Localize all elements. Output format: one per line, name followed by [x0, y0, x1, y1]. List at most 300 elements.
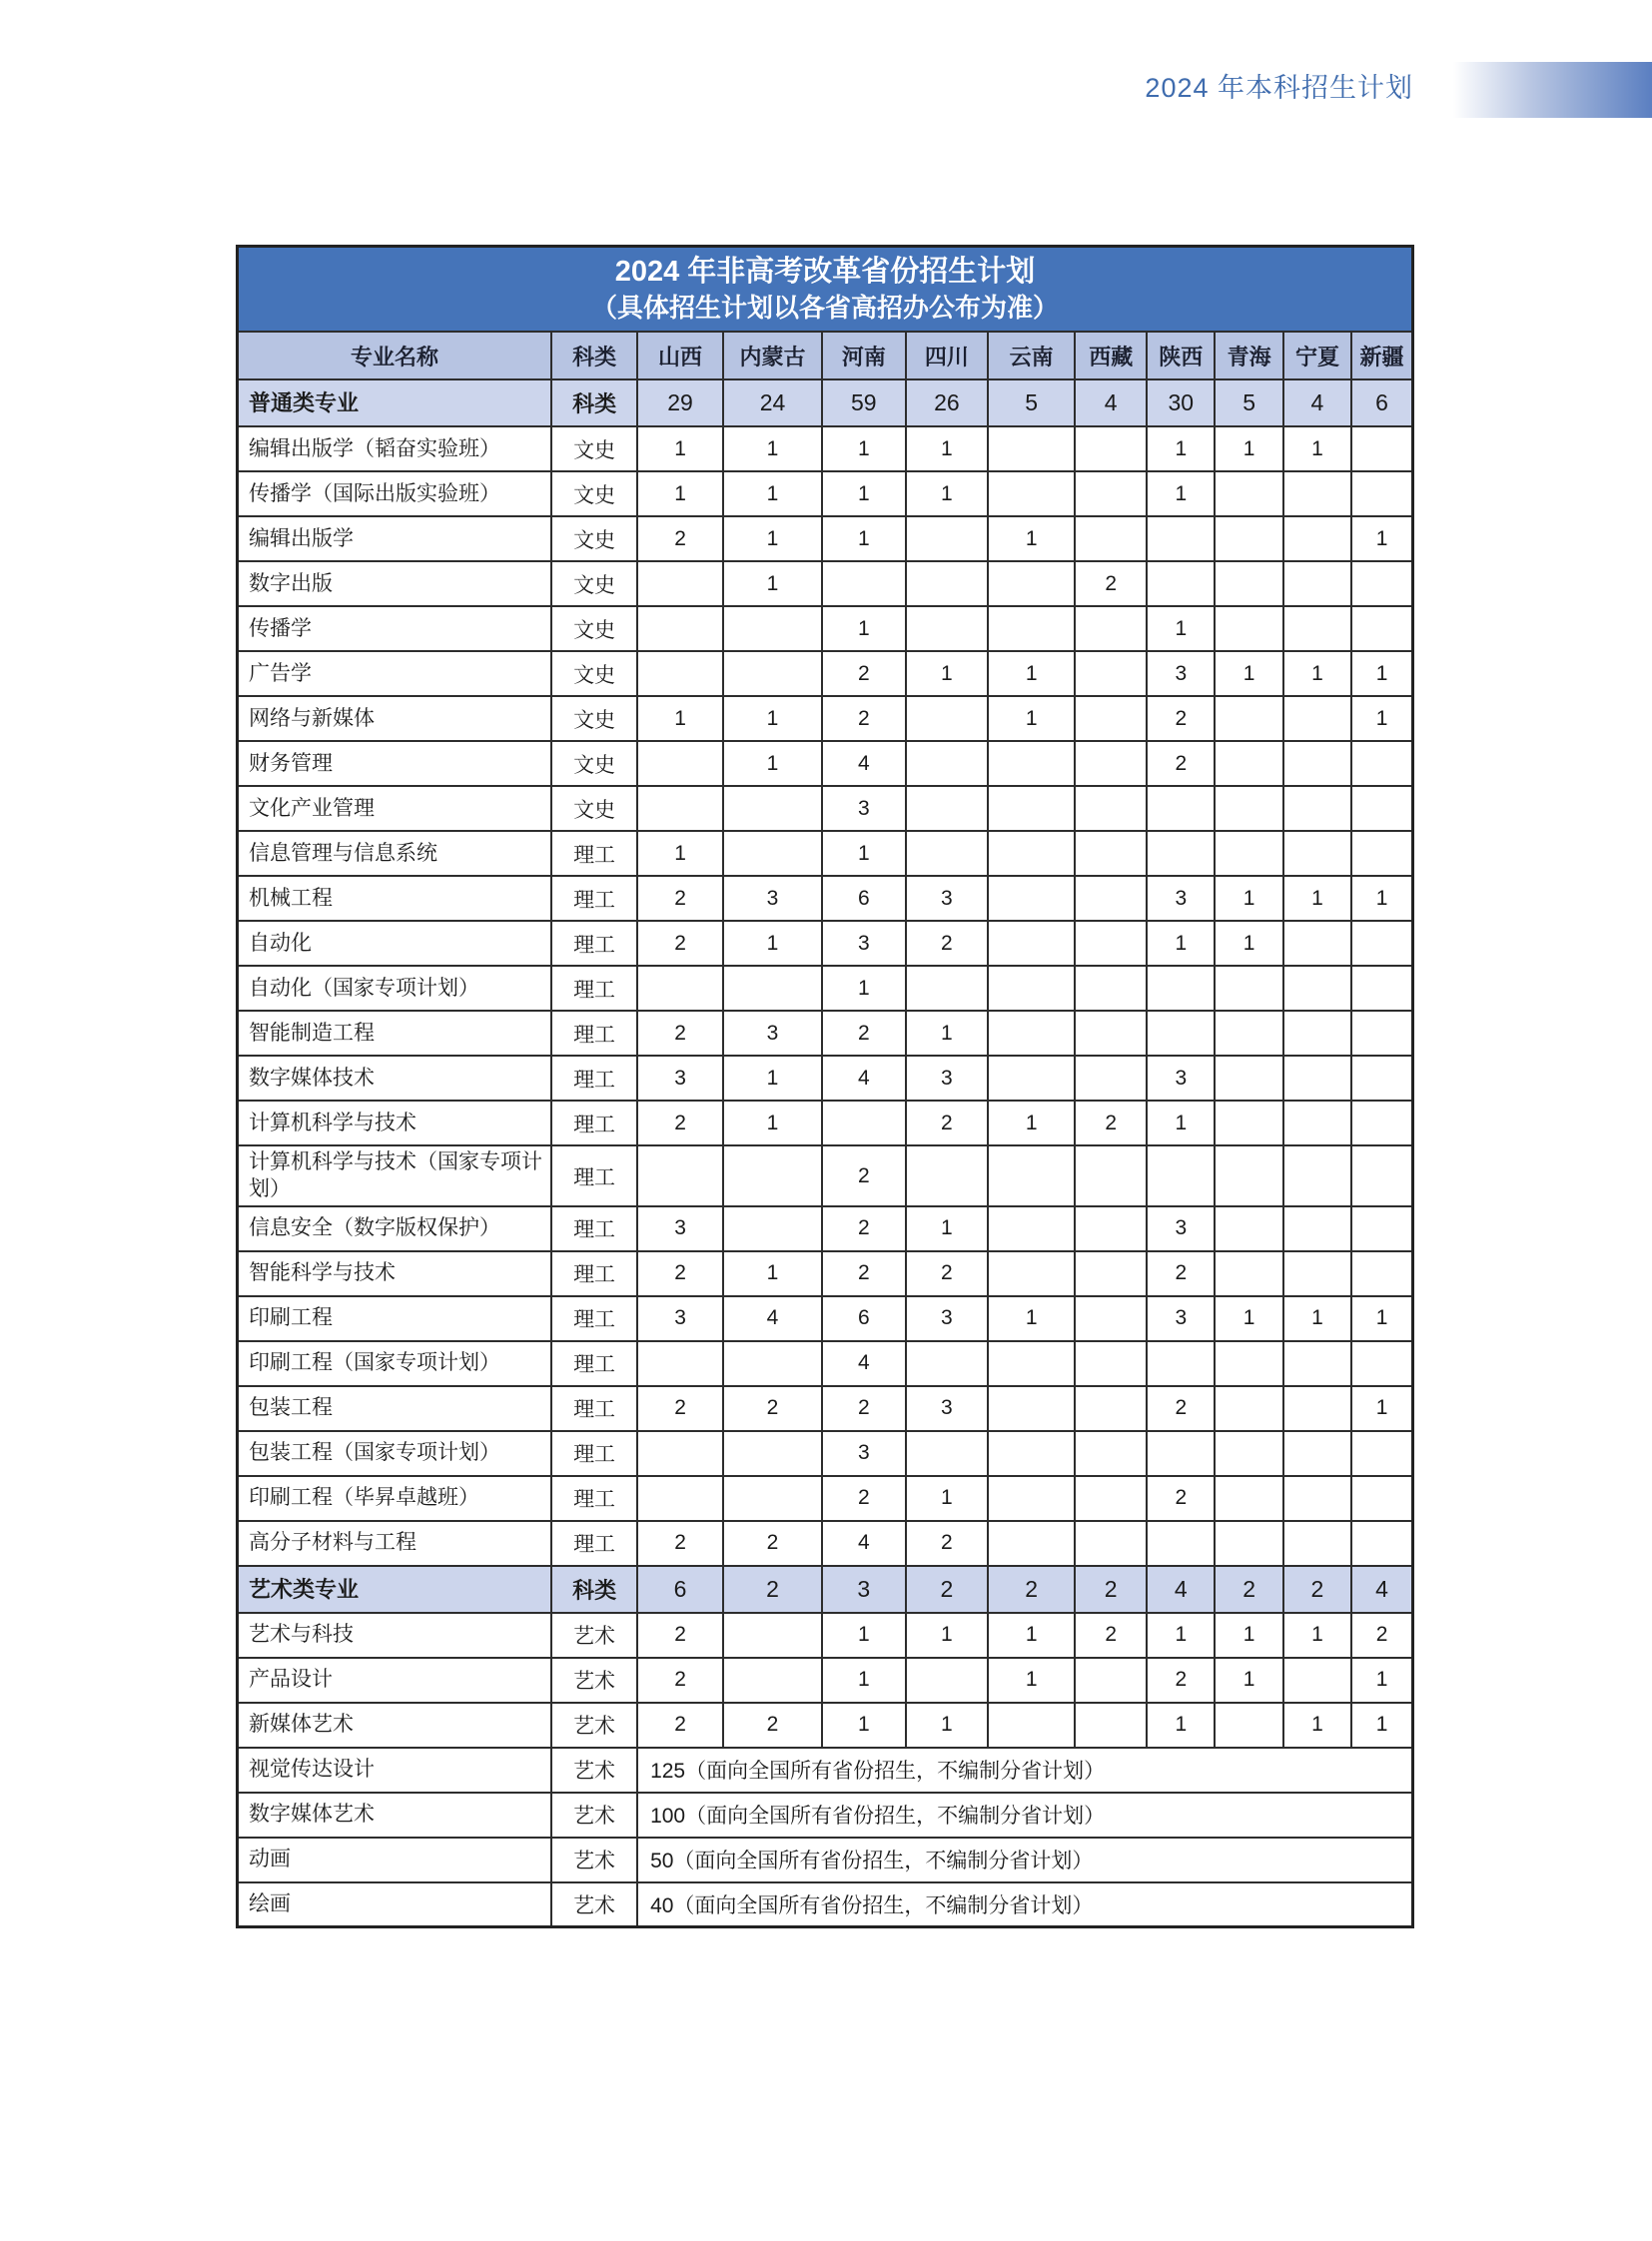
plan-value-cell — [988, 1145, 1075, 1206]
category-cell: 理工 — [551, 1056, 637, 1101]
category-cell: 艺术 — [551, 1658, 637, 1703]
plan-value-cell: 2 — [723, 1703, 822, 1748]
plan-value-cell — [1075, 1296, 1147, 1341]
plan-value-cell: 3 — [723, 1011, 822, 1056]
plan-value-cell: 2 — [822, 651, 906, 696]
plan-value-cell: 6 — [822, 876, 906, 921]
plan-value-cell — [1075, 516, 1147, 561]
plan-value-cell — [1147, 1521, 1215, 1566]
category-cell: 理工 — [551, 1145, 637, 1206]
column-header: 青海 — [1215, 332, 1282, 379]
plan-value-cell: 2 — [822, 1476, 906, 1521]
column-header: 专业名称 — [238, 332, 552, 379]
section-total-cell: 5 — [988, 379, 1075, 426]
category-cell: 理工 — [551, 1251, 637, 1296]
plan-value-cell: 1 — [906, 651, 988, 696]
plan-value-cell — [906, 1341, 988, 1386]
plan-value-cell — [1283, 1658, 1351, 1703]
plan-value-cell: 1 — [988, 516, 1075, 561]
section-total-cell: 24 — [723, 379, 822, 426]
plan-value-cell: 2 — [637, 1011, 723, 1056]
plan-value-cell — [906, 786, 988, 831]
plan-value-cell — [637, 786, 723, 831]
plan-value-cell: 1 — [1351, 1658, 1412, 1703]
category-cell: 文史 — [551, 561, 637, 606]
plan-value-cell — [723, 786, 822, 831]
plan-value-cell — [822, 561, 906, 606]
plan-value-cell — [1075, 696, 1147, 741]
category-cell: 文史 — [551, 426, 637, 471]
table-row — [238, 1521, 1413, 1566]
category-cell: 理工 — [551, 1296, 637, 1341]
section-total-cell: 4 — [1283, 379, 1351, 426]
table-row — [238, 876, 1413, 921]
merged-plan-cell: 50（面向全国所有省份招生，不编制分省计划） — [637, 1838, 1412, 1882]
plan-value-cell — [1283, 966, 1351, 1011]
plan-value-cell — [1215, 471, 1282, 516]
plan-value-cell — [637, 561, 723, 606]
plan-value-cell: 2 — [637, 1251, 723, 1296]
category-cell: 理工 — [551, 1386, 637, 1431]
plan-value-cell: 1 — [1351, 651, 1412, 696]
plan-value-cell — [1075, 1011, 1147, 1056]
plan-value-cell: 1 — [822, 831, 906, 876]
table-row — [238, 966, 1413, 1011]
plan-value-cell: 3 — [723, 876, 822, 921]
plan-value-cell: 1 — [822, 1658, 906, 1703]
section-row — [238, 379, 1413, 426]
plan-value-cell — [723, 1341, 822, 1386]
plan-value-cell — [988, 606, 1075, 651]
column-header: 山西 — [637, 332, 723, 379]
plan-value-cell — [988, 831, 1075, 876]
plan-value-cell: 1 — [1351, 876, 1412, 921]
plan-value-cell: 1 — [637, 831, 723, 876]
plan-value-cell — [988, 1476, 1075, 1521]
table-row — [238, 1251, 1413, 1296]
plan-value-cell: 2 — [723, 1521, 822, 1566]
major-name-cell: 自动化 — [238, 921, 552, 966]
plan-value-cell — [988, 741, 1075, 786]
major-name-cell: 包装工程 — [238, 1386, 552, 1431]
major-name-cell: 数字媒体技术 — [238, 1056, 552, 1101]
plan-value-cell: 1 — [723, 516, 822, 561]
plan-value-cell — [988, 1521, 1075, 1566]
plan-value-cell: 2 — [906, 1101, 988, 1145]
plan-value-cell — [1215, 1101, 1282, 1145]
category-cell: 文史 — [551, 741, 637, 786]
plan-value-cell — [1351, 1011, 1412, 1056]
major-name-cell: 计算机科学与技术 — [238, 1101, 552, 1145]
plan-value-cell: 3 — [906, 1056, 988, 1101]
plan-value-cell: 3 — [1147, 1296, 1215, 1341]
plan-value-cell — [1215, 1521, 1282, 1566]
plan-value-cell — [1351, 1251, 1412, 1296]
major-name-cell: 信息管理与信息系统 — [238, 831, 552, 876]
category-cell: 文史 — [551, 516, 637, 561]
plan-value-cell: 2 — [1147, 741, 1215, 786]
section-total-cell: 3 — [822, 1566, 906, 1613]
plan-value-cell — [1351, 1206, 1412, 1251]
plan-value-cell — [1147, 1341, 1215, 1386]
section-total-cell: 2 — [1075, 1566, 1147, 1613]
plan-value-cell — [1351, 1431, 1412, 1476]
plan-value-cell: 1 — [822, 1703, 906, 1748]
plan-value-cell — [1283, 1206, 1351, 1251]
plan-value-cell: 2 — [1351, 1613, 1412, 1658]
plan-value-cell — [1351, 471, 1412, 516]
plan-value-cell: 1 — [723, 1251, 822, 1296]
category-cell: 艺术 — [551, 1793, 637, 1838]
table-row — [238, 471, 1413, 516]
plan-value-cell — [988, 561, 1075, 606]
plan-value-cell: 2 — [637, 876, 723, 921]
plan-value-cell: 3 — [1147, 1056, 1215, 1101]
major-name-cell: 信息安全（数字版权保护） — [238, 1206, 552, 1251]
table-row — [238, 1882, 1413, 1927]
plan-value-cell — [723, 831, 822, 876]
plan-value-cell — [1075, 1056, 1147, 1101]
plan-value-cell — [1351, 1476, 1412, 1521]
header-accent-bar — [1453, 62, 1652, 118]
plan-value-cell — [637, 1341, 723, 1386]
plan-value-cell — [1215, 1476, 1282, 1521]
table-row — [238, 606, 1413, 651]
category-cell: 理工 — [551, 1341, 637, 1386]
plan-value-cell — [1283, 606, 1351, 651]
plan-value-cell — [906, 696, 988, 741]
major-name-cell: 网络与新媒体 — [238, 696, 552, 741]
table-row — [238, 1206, 1413, 1251]
plan-value-cell: 2 — [637, 1658, 723, 1703]
plan-value-cell — [723, 1206, 822, 1251]
merged-plan-cell: 40（面向全国所有省份招生，不编制分省计划） — [637, 1882, 1412, 1927]
plan-value-cell — [1075, 1386, 1147, 1431]
plan-value-cell: 1 — [988, 1101, 1075, 1145]
plan-value-cell — [1351, 561, 1412, 606]
table-row — [238, 921, 1413, 966]
category-cell: 理工 — [551, 831, 637, 876]
plan-value-cell: 3 — [637, 1206, 723, 1251]
plan-value-cell: 1 — [723, 426, 822, 471]
plan-value-cell — [1075, 921, 1147, 966]
plan-value-cell: 2 — [637, 516, 723, 561]
column-header: 内蒙古 — [723, 332, 822, 379]
category-cell: 艺术 — [551, 1748, 637, 1793]
column-header: 陕西 — [1147, 332, 1215, 379]
major-name-cell: 编辑出版学（韬奋实验班） — [238, 426, 552, 471]
plan-value-cell — [1075, 966, 1147, 1011]
plan-value-cell — [1351, 921, 1412, 966]
plan-value-cell — [1283, 1386, 1351, 1431]
column-header: 科类 — [551, 332, 637, 379]
major-name-cell: 视觉传达设计 — [238, 1748, 552, 1793]
plan-value-cell: 2 — [1075, 1101, 1147, 1145]
table-title-line2: （具体招生计划以各省高招办公布为准） — [590, 292, 1059, 323]
plan-value-cell — [1075, 831, 1147, 876]
table-row — [238, 651, 1413, 696]
plan-value-cell: 2 — [637, 1521, 723, 1566]
plan-value-cell — [723, 606, 822, 651]
plan-value-cell — [1351, 1056, 1412, 1101]
table-row — [238, 741, 1413, 786]
plan-value-cell — [1075, 606, 1147, 651]
major-name-cell: 自动化（国家专项计划） — [238, 966, 552, 1011]
plan-value-cell — [1351, 1101, 1412, 1145]
plan-value-cell: 2 — [1147, 1251, 1215, 1296]
plan-value-cell — [1215, 786, 1282, 831]
plan-value-cell: 2 — [637, 1386, 723, 1431]
plan-value-cell — [988, 966, 1075, 1011]
plan-value-cell — [1283, 1056, 1351, 1101]
plan-value-cell: 2 — [637, 921, 723, 966]
category-cell: 理工 — [551, 1011, 637, 1056]
table-title-line1: 2024 年非高考改革省份招生计划 — [614, 256, 1036, 288]
plan-value-cell: 1 — [1351, 1296, 1412, 1341]
table-row — [238, 696, 1413, 741]
column-header: 新疆 — [1351, 332, 1412, 379]
plan-value-cell: 1 — [723, 471, 822, 516]
plan-value-cell — [988, 1431, 1075, 1476]
plan-value-cell — [723, 1658, 822, 1703]
plan-value-cell: 1 — [906, 426, 988, 471]
plan-value-cell — [1075, 1521, 1147, 1566]
section-row — [238, 1566, 1413, 1613]
plan-value-cell: 2 — [822, 696, 906, 741]
plan-value-cell — [1351, 1341, 1412, 1386]
plan-value-cell: 2 — [822, 1386, 906, 1431]
plan-value-cell: 1 — [723, 921, 822, 966]
category-cell: 理工 — [551, 876, 637, 921]
plan-value-cell — [1283, 1341, 1351, 1386]
plan-value-cell: 1 — [1147, 471, 1215, 516]
major-name-cell: 包装工程（国家专项计划） — [238, 1431, 552, 1476]
plan-value-cell — [1283, 1431, 1351, 1476]
plan-value-cell: 3 — [1147, 1206, 1215, 1251]
major-name-cell: 计算机科学与技术（国家专项计划） — [238, 1145, 552, 1206]
plan-value-cell — [1283, 471, 1351, 516]
section-category-cell: 科类 — [551, 1566, 637, 1613]
plan-value-cell — [988, 1056, 1075, 1101]
plan-value-cell: 4 — [822, 1341, 906, 1386]
plan-value-cell — [1215, 966, 1282, 1011]
plan-value-cell: 1 — [906, 1011, 988, 1056]
category-cell: 文史 — [551, 471, 637, 516]
plan-value-cell: 1 — [1215, 876, 1282, 921]
plan-value-cell — [1075, 1476, 1147, 1521]
plan-value-cell — [988, 471, 1075, 516]
plan-value-cell: 3 — [637, 1056, 723, 1101]
plan-value-cell — [1283, 1476, 1351, 1521]
plan-value-cell: 1 — [822, 426, 906, 471]
plan-value-cell: 1 — [1351, 1703, 1412, 1748]
plan-value-cell — [988, 1703, 1075, 1748]
major-name-cell: 编辑出版学 — [238, 516, 552, 561]
plan-value-cell: 1 — [906, 1703, 988, 1748]
plan-value-cell: 2 — [1075, 1613, 1147, 1658]
plan-value-cell — [637, 741, 723, 786]
section-total-cell: 26 — [906, 379, 988, 426]
plan-value-cell — [637, 651, 723, 696]
table-row — [238, 1431, 1413, 1476]
plan-value-cell: 1 — [1351, 696, 1412, 741]
plan-value-cell — [1283, 516, 1351, 561]
plan-value-cell — [906, 606, 988, 651]
plan-value-cell: 3 — [822, 786, 906, 831]
plan-value-cell: 4 — [822, 741, 906, 786]
plan-value-cell: 1 — [1351, 1386, 1412, 1431]
plan-value-cell: 1 — [1283, 1703, 1351, 1748]
table-row — [238, 1703, 1413, 1748]
plan-value-cell: 2 — [1147, 1386, 1215, 1431]
category-cell: 理工 — [551, 966, 637, 1011]
section-total-cell: 59 — [822, 379, 906, 426]
category-cell: 文史 — [551, 651, 637, 696]
category-cell: 理工 — [551, 1101, 637, 1145]
plan-value-cell — [1215, 1056, 1282, 1101]
major-name-cell: 动画 — [238, 1838, 552, 1882]
plan-value-cell — [1283, 696, 1351, 741]
major-name-cell: 印刷工程 — [238, 1296, 552, 1341]
plan-value-cell — [1075, 426, 1147, 471]
plan-value-cell: 2 — [906, 1521, 988, 1566]
plan-value-cell — [1351, 966, 1412, 1011]
plan-value-cell — [1283, 1521, 1351, 1566]
plan-value-cell: 1 — [906, 471, 988, 516]
plan-value-cell — [1075, 1251, 1147, 1296]
section-total-cell: 2 — [1283, 1566, 1351, 1613]
plan-value-cell — [1283, 921, 1351, 966]
section-total-cell: 4 — [1075, 379, 1147, 426]
major-name-cell: 新媒体艺术 — [238, 1703, 552, 1748]
plan-value-cell: 4 — [822, 1056, 906, 1101]
table-row — [238, 1838, 1413, 1882]
major-name-cell: 智能制造工程 — [238, 1011, 552, 1056]
plan-value-cell — [1075, 1431, 1147, 1476]
merged-plan-cell: 125（面向全国所有省份招生，不编制分省计划） — [637, 1748, 1412, 1793]
plan-value-cell — [1075, 741, 1147, 786]
category-cell: 文史 — [551, 696, 637, 741]
column-header: 河南 — [822, 332, 906, 379]
plan-value-cell: 4 — [723, 1296, 822, 1341]
table-row — [238, 1341, 1413, 1386]
section-total-cell: 2 — [988, 1566, 1075, 1613]
plan-value-cell: 1 — [637, 696, 723, 741]
table-row — [238, 561, 1413, 606]
major-name-cell: 印刷工程（毕昇卓越班） — [238, 1476, 552, 1521]
plan-value-cell: 1 — [822, 966, 906, 1011]
plan-value-cell: 3 — [1147, 876, 1215, 921]
major-name-cell: 产品设计 — [238, 1658, 552, 1703]
plan-value-cell: 1 — [822, 516, 906, 561]
section-label-cell: 普通类专业 — [238, 379, 552, 426]
table-row — [238, 1748, 1413, 1793]
section-total-cell: 4 — [1147, 1566, 1215, 1613]
plan-value-cell: 2 — [1147, 1476, 1215, 1521]
plan-value-cell — [1147, 786, 1215, 831]
plan-value-cell — [1147, 1011, 1215, 1056]
plan-value-cell: 3 — [906, 1386, 988, 1431]
plan-value-cell: 1 — [723, 696, 822, 741]
plan-value-cell — [1147, 1145, 1215, 1206]
plan-value-cell — [1351, 606, 1412, 651]
plan-value-cell — [988, 426, 1075, 471]
merged-plan-cell: 100（面向全国所有省份招生，不编制分省计划） — [637, 1793, 1412, 1838]
plan-value-cell — [637, 1145, 723, 1206]
plan-value-cell — [1075, 786, 1147, 831]
page-header-title: 2024 年本科招生计划 — [1145, 73, 1413, 103]
table-row — [238, 426, 1413, 471]
plan-value-cell: 1 — [1283, 1296, 1351, 1341]
major-name-cell: 绘画 — [238, 1882, 552, 1927]
plan-value-cell — [988, 1251, 1075, 1296]
major-name-cell: 机械工程 — [238, 876, 552, 921]
plan-value-cell — [1283, 1011, 1351, 1056]
plan-value-cell: 2 — [1147, 1658, 1215, 1703]
plan-value-cell: 2 — [1147, 696, 1215, 741]
major-name-cell: 数字媒体艺术 — [238, 1793, 552, 1838]
plan-value-cell: 1 — [637, 471, 723, 516]
plan-value-cell — [637, 606, 723, 651]
plan-value-cell: 1 — [1351, 516, 1412, 561]
table-header-row — [238, 332, 1413, 379]
table-row — [238, 1793, 1413, 1838]
section-total-cell: 2 — [723, 1566, 822, 1613]
plan-value-cell: 1 — [906, 1206, 988, 1251]
plan-value-cell — [1147, 516, 1215, 561]
plan-value-cell — [1351, 831, 1412, 876]
category-cell: 艺术 — [551, 1613, 637, 1658]
plan-value-cell — [1215, 1341, 1282, 1386]
table-row — [238, 1145, 1413, 1206]
plan-value-cell: 2 — [822, 1145, 906, 1206]
plan-value-cell — [637, 966, 723, 1011]
column-header: 西藏 — [1075, 332, 1147, 379]
table-title-row — [238, 247, 1413, 333]
plan-value-cell — [1283, 786, 1351, 831]
plan-value-cell: 1 — [723, 741, 822, 786]
plan-value-cell — [1283, 831, 1351, 876]
plan-value-cell — [1215, 831, 1282, 876]
plan-value-cell — [988, 921, 1075, 966]
plan-value-cell — [906, 516, 988, 561]
plan-value-cell — [988, 786, 1075, 831]
plan-value-cell — [1215, 696, 1282, 741]
plan-value-cell — [1075, 1145, 1147, 1206]
plan-value-cell: 1 — [1147, 426, 1215, 471]
plan-value-cell — [1215, 1011, 1282, 1056]
major-name-cell: 数字出版 — [238, 561, 552, 606]
plan-value-cell: 1 — [822, 1613, 906, 1658]
plan-value-cell: 1 — [988, 1296, 1075, 1341]
plan-value-cell: 3 — [822, 921, 906, 966]
enrollment-plan-table — [236, 245, 1414, 1928]
plan-value-cell: 3 — [1147, 651, 1215, 696]
plan-value-cell: 1 — [723, 1101, 822, 1145]
plan-value-cell: 3 — [637, 1296, 723, 1341]
table-row — [238, 1011, 1413, 1056]
plan-value-cell: 1 — [1283, 1613, 1351, 1658]
plan-value-cell: 1 — [723, 561, 822, 606]
plan-value-cell — [988, 1011, 1075, 1056]
major-name-cell: 财务管理 — [238, 741, 552, 786]
plan-value-cell — [1351, 1521, 1412, 1566]
section-label-cell: 艺术类专业 — [238, 1566, 552, 1613]
plan-value-cell: 2 — [822, 1206, 906, 1251]
plan-value-cell — [906, 561, 988, 606]
plan-value-cell — [1283, 741, 1351, 786]
plan-value-cell: 1 — [1147, 921, 1215, 966]
